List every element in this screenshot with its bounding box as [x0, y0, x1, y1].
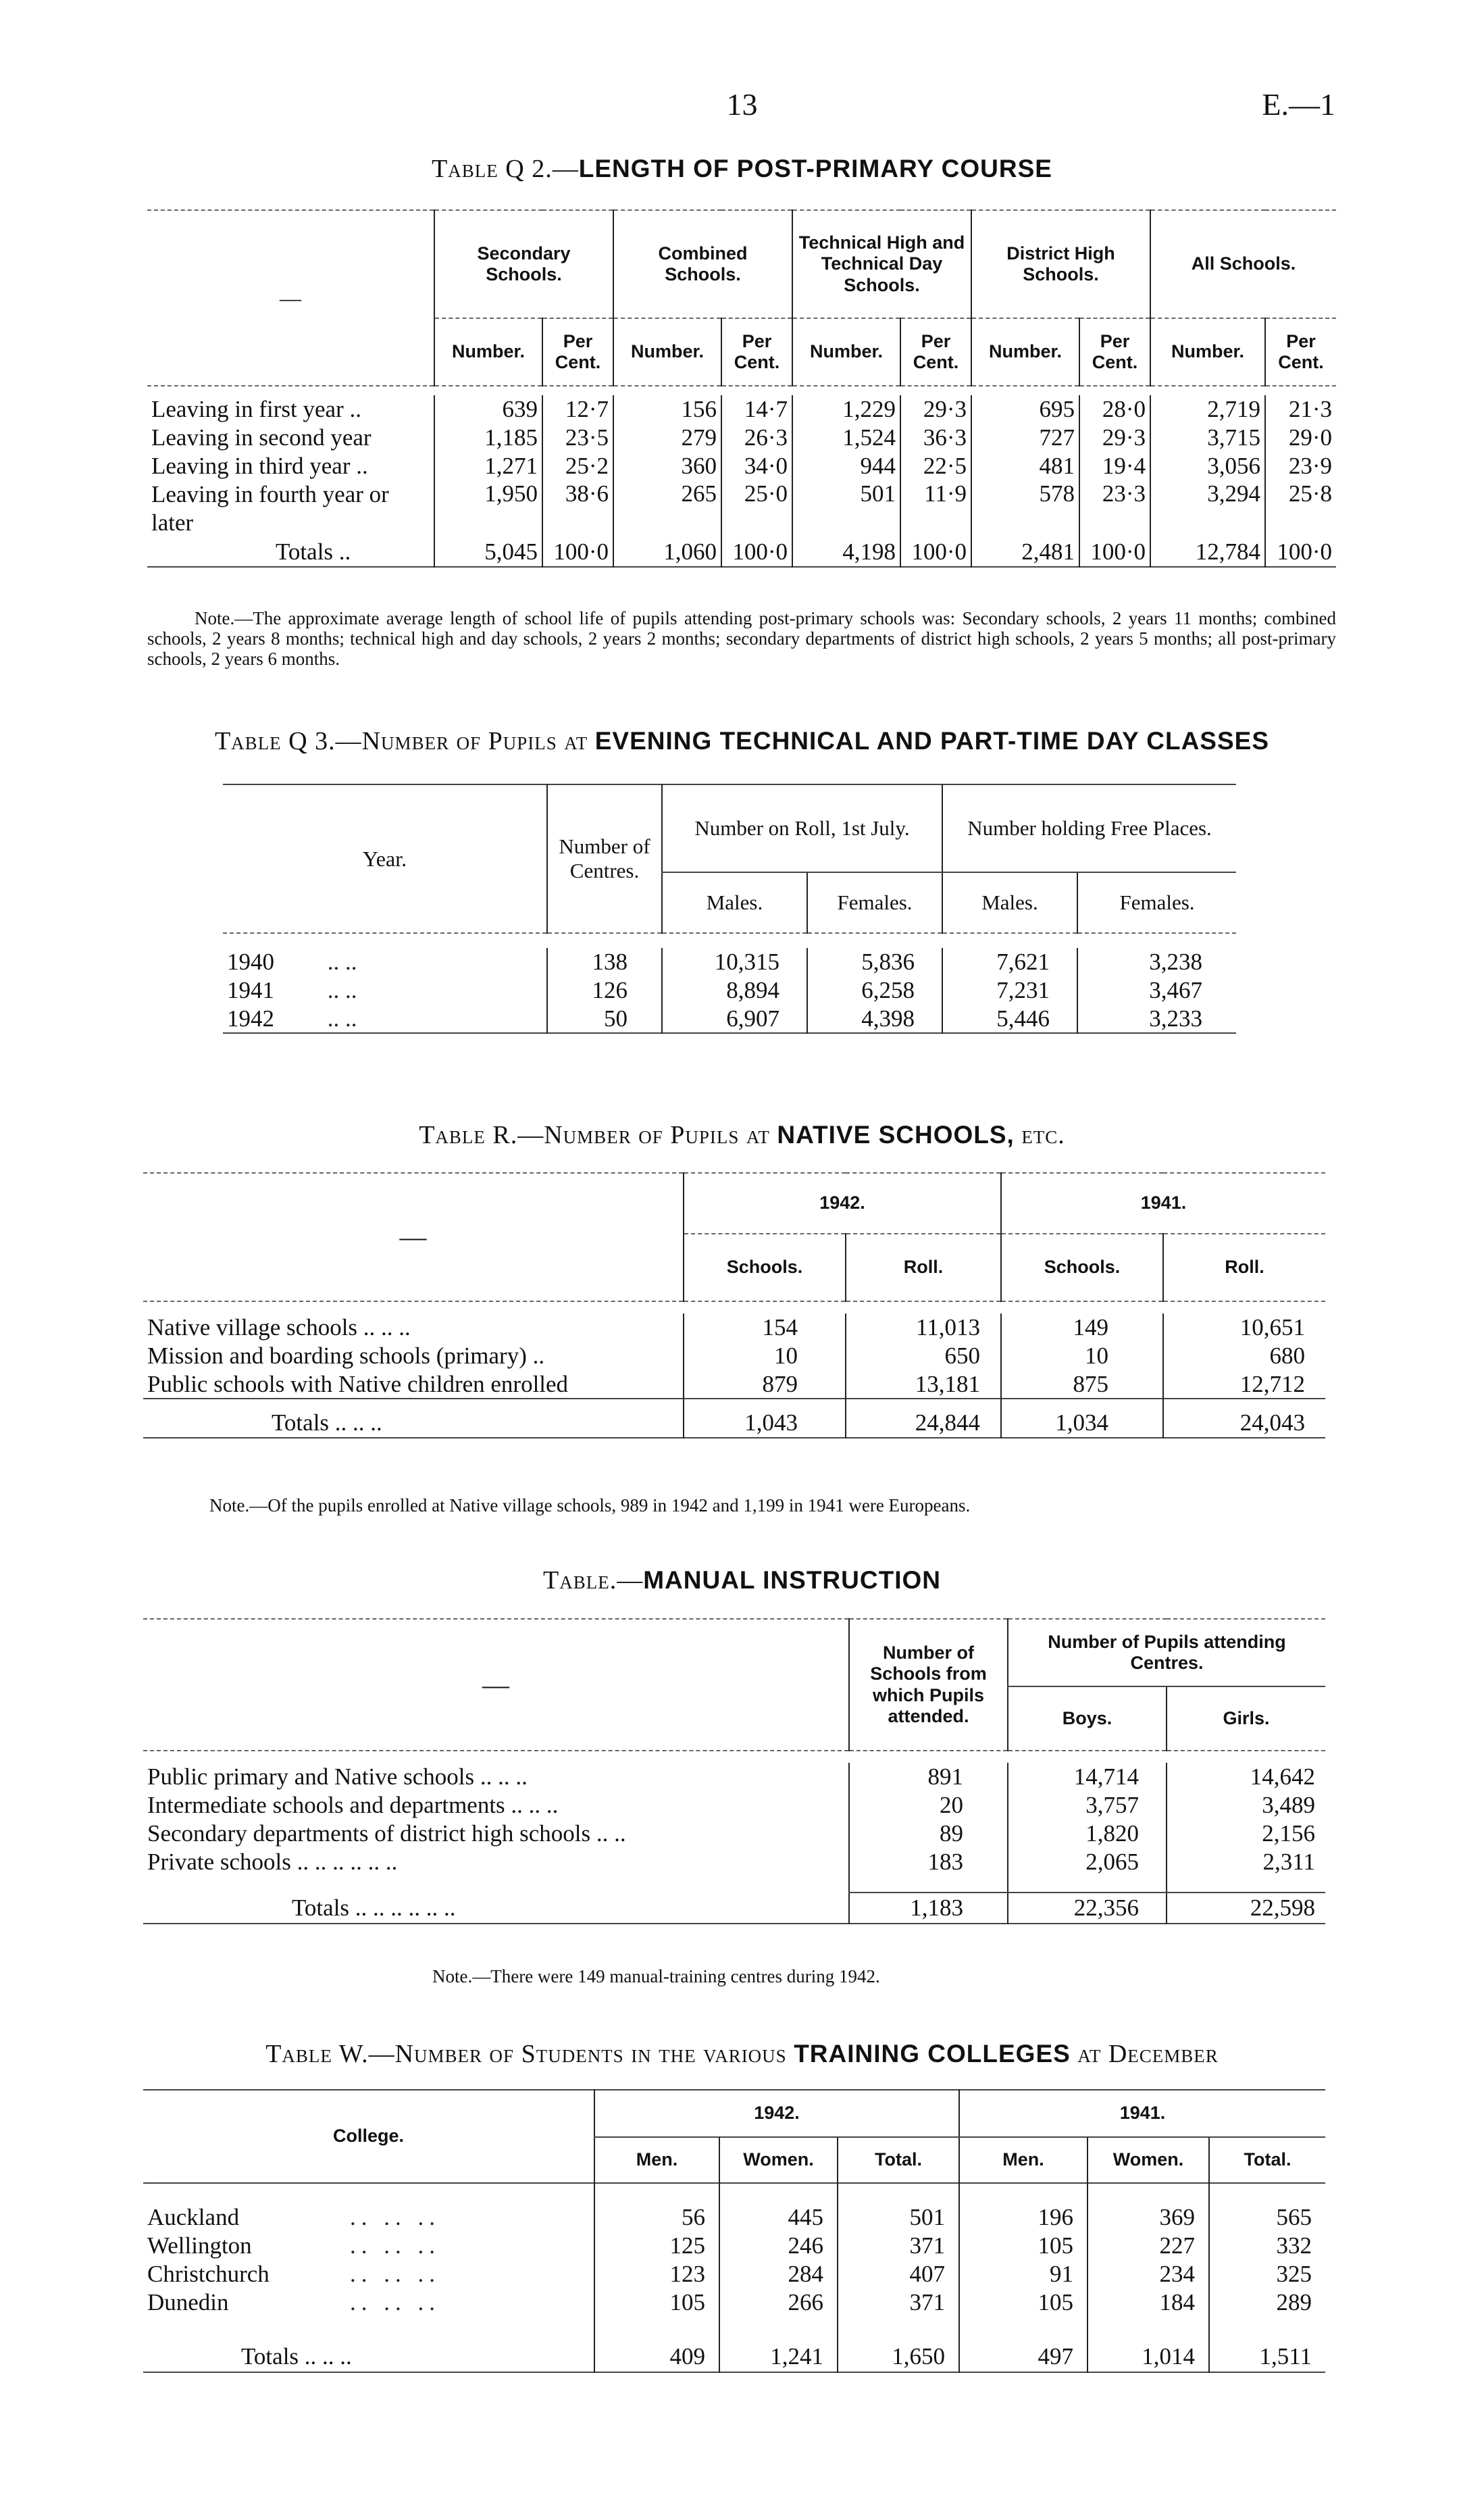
table-w-title-main: TRAINING COLLEGES — [794, 2040, 1071, 2068]
totals-row — [147, 537, 1336, 567]
cell: 56 — [594, 2203, 719, 2232]
leader-dots: .. .. — [327, 1005, 357, 1032]
cell: 25·0 — [721, 480, 792, 537]
cell: 279 — [613, 424, 721, 452]
cell: 100·0 — [1079, 537, 1150, 567]
cell: 1,820 — [1008, 1820, 1167, 1848]
row-label: Leaving in third year .. — [151, 453, 368, 479]
cell: 2,065 — [1008, 1848, 1167, 1876]
cell: 1,229 — [792, 395, 900, 424]
table-q3-roll-header: Number on Roll, 1st July. — [662, 784, 942, 872]
cell: 481 — [971, 452, 1079, 480]
cell: 445 — [719, 2203, 838, 2232]
leader-dots: .. .. — [327, 949, 357, 975]
cell: 22,356 — [1008, 1893, 1167, 1924]
table-r-schools-header: Schools. — [1001, 1234, 1163, 1301]
cell: 2,311 — [1167, 1848, 1325, 1876]
cell: 227 — [1088, 2232, 1209, 2260]
row-label: Leaving in first year .. — [151, 396, 362, 422]
cell: 10,651 — [1163, 1313, 1325, 1342]
cell: 2,719 — [1150, 395, 1265, 424]
cell: 501 — [838, 2203, 959, 2232]
cell: 36·3 — [900, 424, 971, 452]
row-college — [143, 2203, 594, 2232]
table-q2-sub-percent: Per Cent. — [1265, 318, 1336, 386]
manual-note: Note.—There were 149 manual-training centres during 1942. — [432, 1966, 880, 1986]
cell: 14,642 — [1167, 1763, 1325, 1791]
table-row — [143, 1848, 1325, 1876]
report-code: E.—1 — [1262, 87, 1335, 122]
cell: 13,181 — [846, 1370, 1001, 1399]
cell: 360 — [613, 452, 721, 480]
cell: 409 — [594, 2341, 719, 2372]
cell: 125 — [594, 2232, 719, 2260]
cell: 3,757 — [1008, 1791, 1167, 1820]
table-r-roll-header: Roll. — [1163, 1234, 1325, 1301]
cell: 325 — [1209, 2260, 1325, 2288]
cell: 944 — [792, 452, 900, 480]
table-row — [143, 1313, 1325, 1342]
cell: 28·0 — [1079, 395, 1150, 424]
table-w-college-header: College. — [332, 2126, 405, 2147]
cell: 565 — [1209, 2203, 1325, 2232]
table-q2-blank-header: — — [280, 285, 301, 310]
cell: 1,043 — [684, 1408, 846, 1438]
row-label: Private schools .. .. .. .. .. .. — [147, 1849, 398, 1875]
cell: 5,836 — [807, 948, 942, 976]
cell: 5,045 — [434, 537, 542, 567]
row-college — [143, 2260, 594, 2288]
cell: 11,013 — [846, 1313, 1001, 1342]
table-q3-title — [0, 726, 1484, 756]
cell: 11·9 — [900, 480, 971, 537]
cell: 23·3 — [1079, 480, 1150, 537]
cell: 407 — [838, 2260, 959, 2288]
cell: 10 — [684, 1342, 846, 1370]
table-q2-group-header: All Schools. — [1150, 210, 1336, 318]
cell: 650 — [846, 1342, 1001, 1370]
cell: 21·3 — [1265, 395, 1336, 424]
cell: 183 — [849, 1848, 1008, 1876]
table-q2-sub-number: Number. — [434, 318, 542, 386]
cell: 7,231 — [942, 976, 1077, 1005]
table-row — [147, 424, 1336, 452]
manual-schools-header: Number of Schools from which Pupils attended. — [849, 1619, 1008, 1751]
table-row — [143, 1820, 1325, 1848]
cell: 20 — [849, 1791, 1008, 1820]
table-r-year-1942: 1942. — [684, 1173, 1001, 1234]
table-row — [143, 1370, 1325, 1399]
manual-title-prefix: Table.— — [543, 1566, 644, 1595]
table-r-title-main: NATIVE SCHOOLS, — [777, 1121, 1015, 1149]
cell: 1,185 — [434, 424, 542, 452]
row-label: Mission and boarding schools (primary) .. — [147, 1343, 545, 1369]
totals-row — [143, 1893, 1325, 1924]
cell: 10,315 — [662, 948, 807, 976]
cell: 149 — [1001, 1313, 1163, 1342]
table-r-roll-header: Roll. — [846, 1234, 1001, 1301]
cell: 10 — [1001, 1342, 1163, 1370]
cell: 1,650 — [838, 2341, 959, 2372]
cell: 497 — [959, 2341, 1088, 2372]
row-college — [143, 2232, 594, 2260]
table-q3-centres-header: Number of Centres. — [547, 784, 662, 933]
cell: 1,060 — [613, 537, 721, 567]
leader-dots: .. .. .. — [350, 2232, 440, 2259]
cell: 100·0 — [900, 537, 971, 567]
table-row — [143, 1791, 1325, 1820]
cell: 501 — [792, 480, 900, 537]
table-r-schools-header: Schools. — [684, 1234, 846, 1301]
cell: 25·8 — [1265, 480, 1336, 537]
table-q2-title-prefix: Table Q 2.— — [432, 155, 579, 183]
cell: 3,294 — [1150, 480, 1265, 537]
cell: 126 — [547, 976, 662, 1005]
table-r-title — [0, 1120, 1484, 1150]
table-q2-sub-number: Number. — [971, 318, 1079, 386]
cell: 34·0 — [721, 452, 792, 480]
row-label: Intermediate schools and departments .. .. .. — [147, 1792, 559, 1818]
manual-girls-header: Girls. — [1167, 1686, 1325, 1751]
table-q3 — [223, 784, 1236, 1034]
totals-row — [143, 2341, 1325, 2372]
cell: 3,489 — [1167, 1791, 1325, 1820]
cell: 332 — [1209, 2232, 1325, 2260]
totals-row — [143, 1408, 1325, 1438]
cell: 891 — [849, 1763, 1008, 1791]
cell: 196 — [959, 2203, 1088, 2232]
table-q3-females-header: Females. — [1077, 872, 1236, 933]
table-w-men-header: Men. — [594, 2137, 719, 2183]
leader-dots: .. .. .. — [350, 2204, 440, 2230]
table-row — [143, 2232, 1325, 2260]
cell: 4,198 — [792, 537, 900, 567]
table-w-title-prefix: Table W.—Number of Students in the various — [265, 2040, 787, 2068]
cell: 24,043 — [1163, 1408, 1325, 1438]
cell: 879 — [684, 1370, 846, 1399]
table-row — [147, 480, 1336, 537]
cell: 639 — [434, 395, 542, 424]
table-row — [223, 976, 1236, 1005]
cell: 3,467 — [1077, 976, 1236, 1005]
table-row — [143, 2260, 1325, 2288]
cell: 3,056 — [1150, 452, 1265, 480]
table-manual — [143, 1618, 1325, 1924]
table-w-title-suffix: at December — [1077, 2040, 1219, 2068]
manual-boys-header: Boys. — [1008, 1686, 1167, 1751]
cell: 184 — [1088, 2288, 1209, 2317]
cell: 369 — [1088, 2203, 1209, 2232]
manual-pupils-header: Number of Pupils attending Centres. — [1008, 1619, 1325, 1686]
cell: 1,271 — [434, 452, 542, 480]
cell: 5,446 — [942, 1005, 1077, 1033]
cell: 3,715 — [1150, 424, 1265, 452]
table-r-year-1941: 1941. — [1001, 1173, 1325, 1234]
cell: 105 — [959, 2288, 1088, 2317]
cell: 266 — [719, 2288, 838, 2317]
cell: 50 — [547, 1005, 662, 1033]
row-year — [223, 976, 547, 1005]
cell: 22,598 — [1167, 1893, 1325, 1924]
cell: 1,034 — [1001, 1408, 1163, 1438]
table-r — [143, 1172, 1325, 1438]
year-value: 1940 — [227, 949, 274, 975]
table-q2-sub-number: Number. — [613, 318, 721, 386]
cell: 6,907 — [662, 1005, 807, 1033]
cell: 1,950 — [434, 480, 542, 537]
cell: 100·0 — [542, 537, 613, 567]
row-college — [143, 2288, 594, 2317]
cell: 727 — [971, 424, 1079, 452]
cell: 578 — [971, 480, 1079, 537]
totals-label: Totals .. .. .. — [272, 1409, 382, 1436]
cell: 1,511 — [1209, 2341, 1325, 2372]
table-w-total-header: Total. — [838, 2137, 959, 2183]
leader-dots: .. .. .. — [350, 2261, 440, 2287]
cell: 23·5 — [542, 424, 613, 452]
cell: 100·0 — [1265, 537, 1336, 567]
table-row — [143, 1342, 1325, 1370]
manual-title-main: MANUAL INSTRUCTION — [643, 1566, 941, 1594]
cell: 234 — [1088, 2260, 1209, 2288]
cell: 29·0 — [1265, 424, 1336, 452]
totals-label: Totals .. .. .. — [241, 2342, 352, 2370]
table-q3-males-header: Males. — [662, 872, 807, 933]
cell: 24,844 — [846, 1408, 1001, 1438]
table-r-blank-header: — — [399, 1222, 427, 1252]
cell: 105 — [959, 2232, 1088, 2260]
table-r-title-prefix: Table R.—Number of Pupils at — [419, 1121, 770, 1149]
cell: 8,894 — [662, 976, 807, 1005]
cell: 12,712 — [1163, 1370, 1325, 1399]
cell: 156 — [613, 395, 721, 424]
cell: 6,258 — [807, 976, 942, 1005]
manual-blank-header: — — [482, 1669, 509, 1700]
cell: 29·3 — [900, 395, 971, 424]
table-row — [223, 1005, 1236, 1033]
table-q2-group-header: Technical High and Technical Day Schools. — [792, 210, 971, 318]
cell: 371 — [838, 2288, 959, 2317]
cell: 25·2 — [542, 452, 613, 480]
year-value: 1942 — [227, 1005, 274, 1032]
cell: 100·0 — [721, 537, 792, 567]
cell: 1,183 — [849, 1893, 1008, 1924]
table-q3-females-header: Females. — [807, 872, 942, 933]
cell: 875 — [1001, 1370, 1163, 1399]
college-name: Auckland — [147, 2204, 240, 2230]
row-label: Leaving in second year — [151, 424, 372, 451]
cell: 26·3 — [721, 424, 792, 452]
leader-dots: .. .. — [327, 977, 357, 1003]
row-label: Public primary and Native schools .. .. .. — [147, 1763, 528, 1790]
cell: 19·4 — [1079, 452, 1150, 480]
table-q2-title — [0, 154, 1484, 184]
table-r-note: Note.—Of the pupils enrolled at Native village schools, 989 in 1942 and 1,199 in 1941 were Europeans. — [209, 1495, 971, 1515]
cell: 91 — [959, 2260, 1088, 2288]
table-q2-group-header: Secondary Schools. — [434, 210, 613, 318]
table-w-men-header: Men. — [959, 2137, 1088, 2183]
cell: 2,156 — [1167, 1820, 1325, 1848]
row-label: Public schools with Native children enrolled — [147, 1370, 569, 1397]
cell: 12,784 — [1150, 537, 1265, 567]
cell: 29·3 — [1079, 424, 1150, 452]
table-q2-title-main: LENGTH OF POST-PRIMARY COURSE — [578, 155, 1052, 182]
cell: 680 — [1163, 1342, 1325, 1370]
table-q2-sub-percent: Per Cent. — [542, 318, 613, 386]
totals-label: Totals .. .. .. .. .. .. — [292, 1894, 456, 1921]
cell: 246 — [719, 2232, 838, 2260]
cell: 3,233 — [1077, 1005, 1236, 1033]
table-q3-year-header: Year. — [362, 846, 407, 871]
cell: 14,714 — [1008, 1763, 1167, 1791]
table-w-women-header: Women. — [719, 2137, 838, 2183]
cell: 14·7 — [721, 395, 792, 424]
college-name: Dunedin — [147, 2289, 229, 2315]
row-label: Leaving in fourth year or later — [151, 481, 389, 536]
cell: 1,524 — [792, 424, 900, 452]
table-q2 — [147, 209, 1336, 568]
cell: 105 — [594, 2288, 719, 2317]
table-w-women-header: Women. — [1088, 2137, 1209, 2183]
row-label: Secondary departments of district high schools .. .. — [147, 1820, 626, 1847]
table-q3-free-header: Number holding Free Places. — [942, 784, 1236, 872]
table-r-title-suffix: etc. — [1021, 1121, 1065, 1149]
college-name: Wellington — [147, 2232, 252, 2259]
row-year — [223, 948, 547, 976]
table-q2-sub-percent: Per Cent. — [721, 318, 792, 386]
cell: 2,481 — [971, 537, 1079, 567]
page-number: 13 — [726, 87, 758, 122]
table-w-year-1942: 1942. — [594, 2090, 959, 2137]
cell: 23·9 — [1265, 452, 1336, 480]
cell: 3,238 — [1077, 948, 1236, 976]
table-q2-sub-percent: Per Cent. — [1079, 318, 1150, 386]
row-year — [223, 1005, 547, 1033]
table-q2-sub-number: Number. — [792, 318, 900, 386]
cell: 38·6 — [542, 480, 613, 537]
cell: 371 — [838, 2232, 959, 2260]
year-value: 1941 — [227, 977, 274, 1003]
table-w-year-1941: 1941. — [959, 2090, 1325, 2137]
cell: 7,621 — [942, 948, 1077, 976]
college-name: Christchurch — [147, 2261, 270, 2287]
table-w — [143, 2089, 1325, 2373]
table-q3-title-main: EVENING TECHNICAL AND PART-TIME DAY CLASSES — [594, 727, 1270, 755]
table-w-total-header: Total. — [1209, 2137, 1325, 2183]
table-q3-title-prefix: Table Q 3.—Number of Pupils at — [214, 727, 588, 755]
leader-dots: .. .. .. — [350, 2289, 440, 2315]
cell: 695 — [971, 395, 1079, 424]
cell: 289 — [1209, 2288, 1325, 2317]
cell: 89 — [849, 1820, 1008, 1848]
cell: 22·5 — [900, 452, 971, 480]
table-w-title — [0, 2039, 1484, 2069]
cell: 265 — [613, 480, 721, 537]
cell: 284 — [719, 2260, 838, 2288]
table-q3-males-header: Males. — [942, 872, 1077, 933]
table-q2-sub-percent: Per Cent. — [900, 318, 971, 386]
row-label: Native village schools .. .. .. — [147, 1314, 411, 1340]
table-row — [143, 1763, 1325, 1791]
table-q2-note: Note.—The approximate average length of school life of pupils attending post-primary schools was: Secondary schools, 2 years 11 months; combined schools, 2 years 8 months; technical high and day schools, 2 years 2 months; secondary departments of district high schools, 2 years 5 months; all post-primary schools, 2 years 6 months. — [147, 608, 1336, 670]
cell: 138 — [547, 948, 662, 976]
totals-label: Totals .. — [276, 538, 351, 565]
cell: 123 — [594, 2260, 719, 2288]
cell: 154 — [684, 1313, 846, 1342]
manual-title — [0, 1565, 1484, 1595]
table-row — [143, 2288, 1325, 2317]
cell: 1,241 — [719, 2341, 838, 2372]
cell: 4,398 — [807, 1005, 942, 1033]
cell: 12·7 — [542, 395, 613, 424]
table-row — [223, 948, 1236, 976]
table-q2-sub-number: Number. — [1150, 318, 1265, 386]
table-row — [147, 395, 1336, 424]
table-row — [147, 452, 1336, 480]
table-q2-group-header: Combined Schools. — [613, 210, 792, 318]
cell: 1,014 — [1088, 2341, 1209, 2372]
table-row — [143, 2203, 1325, 2232]
table-q2-group-header: District High Schools. — [971, 210, 1150, 318]
